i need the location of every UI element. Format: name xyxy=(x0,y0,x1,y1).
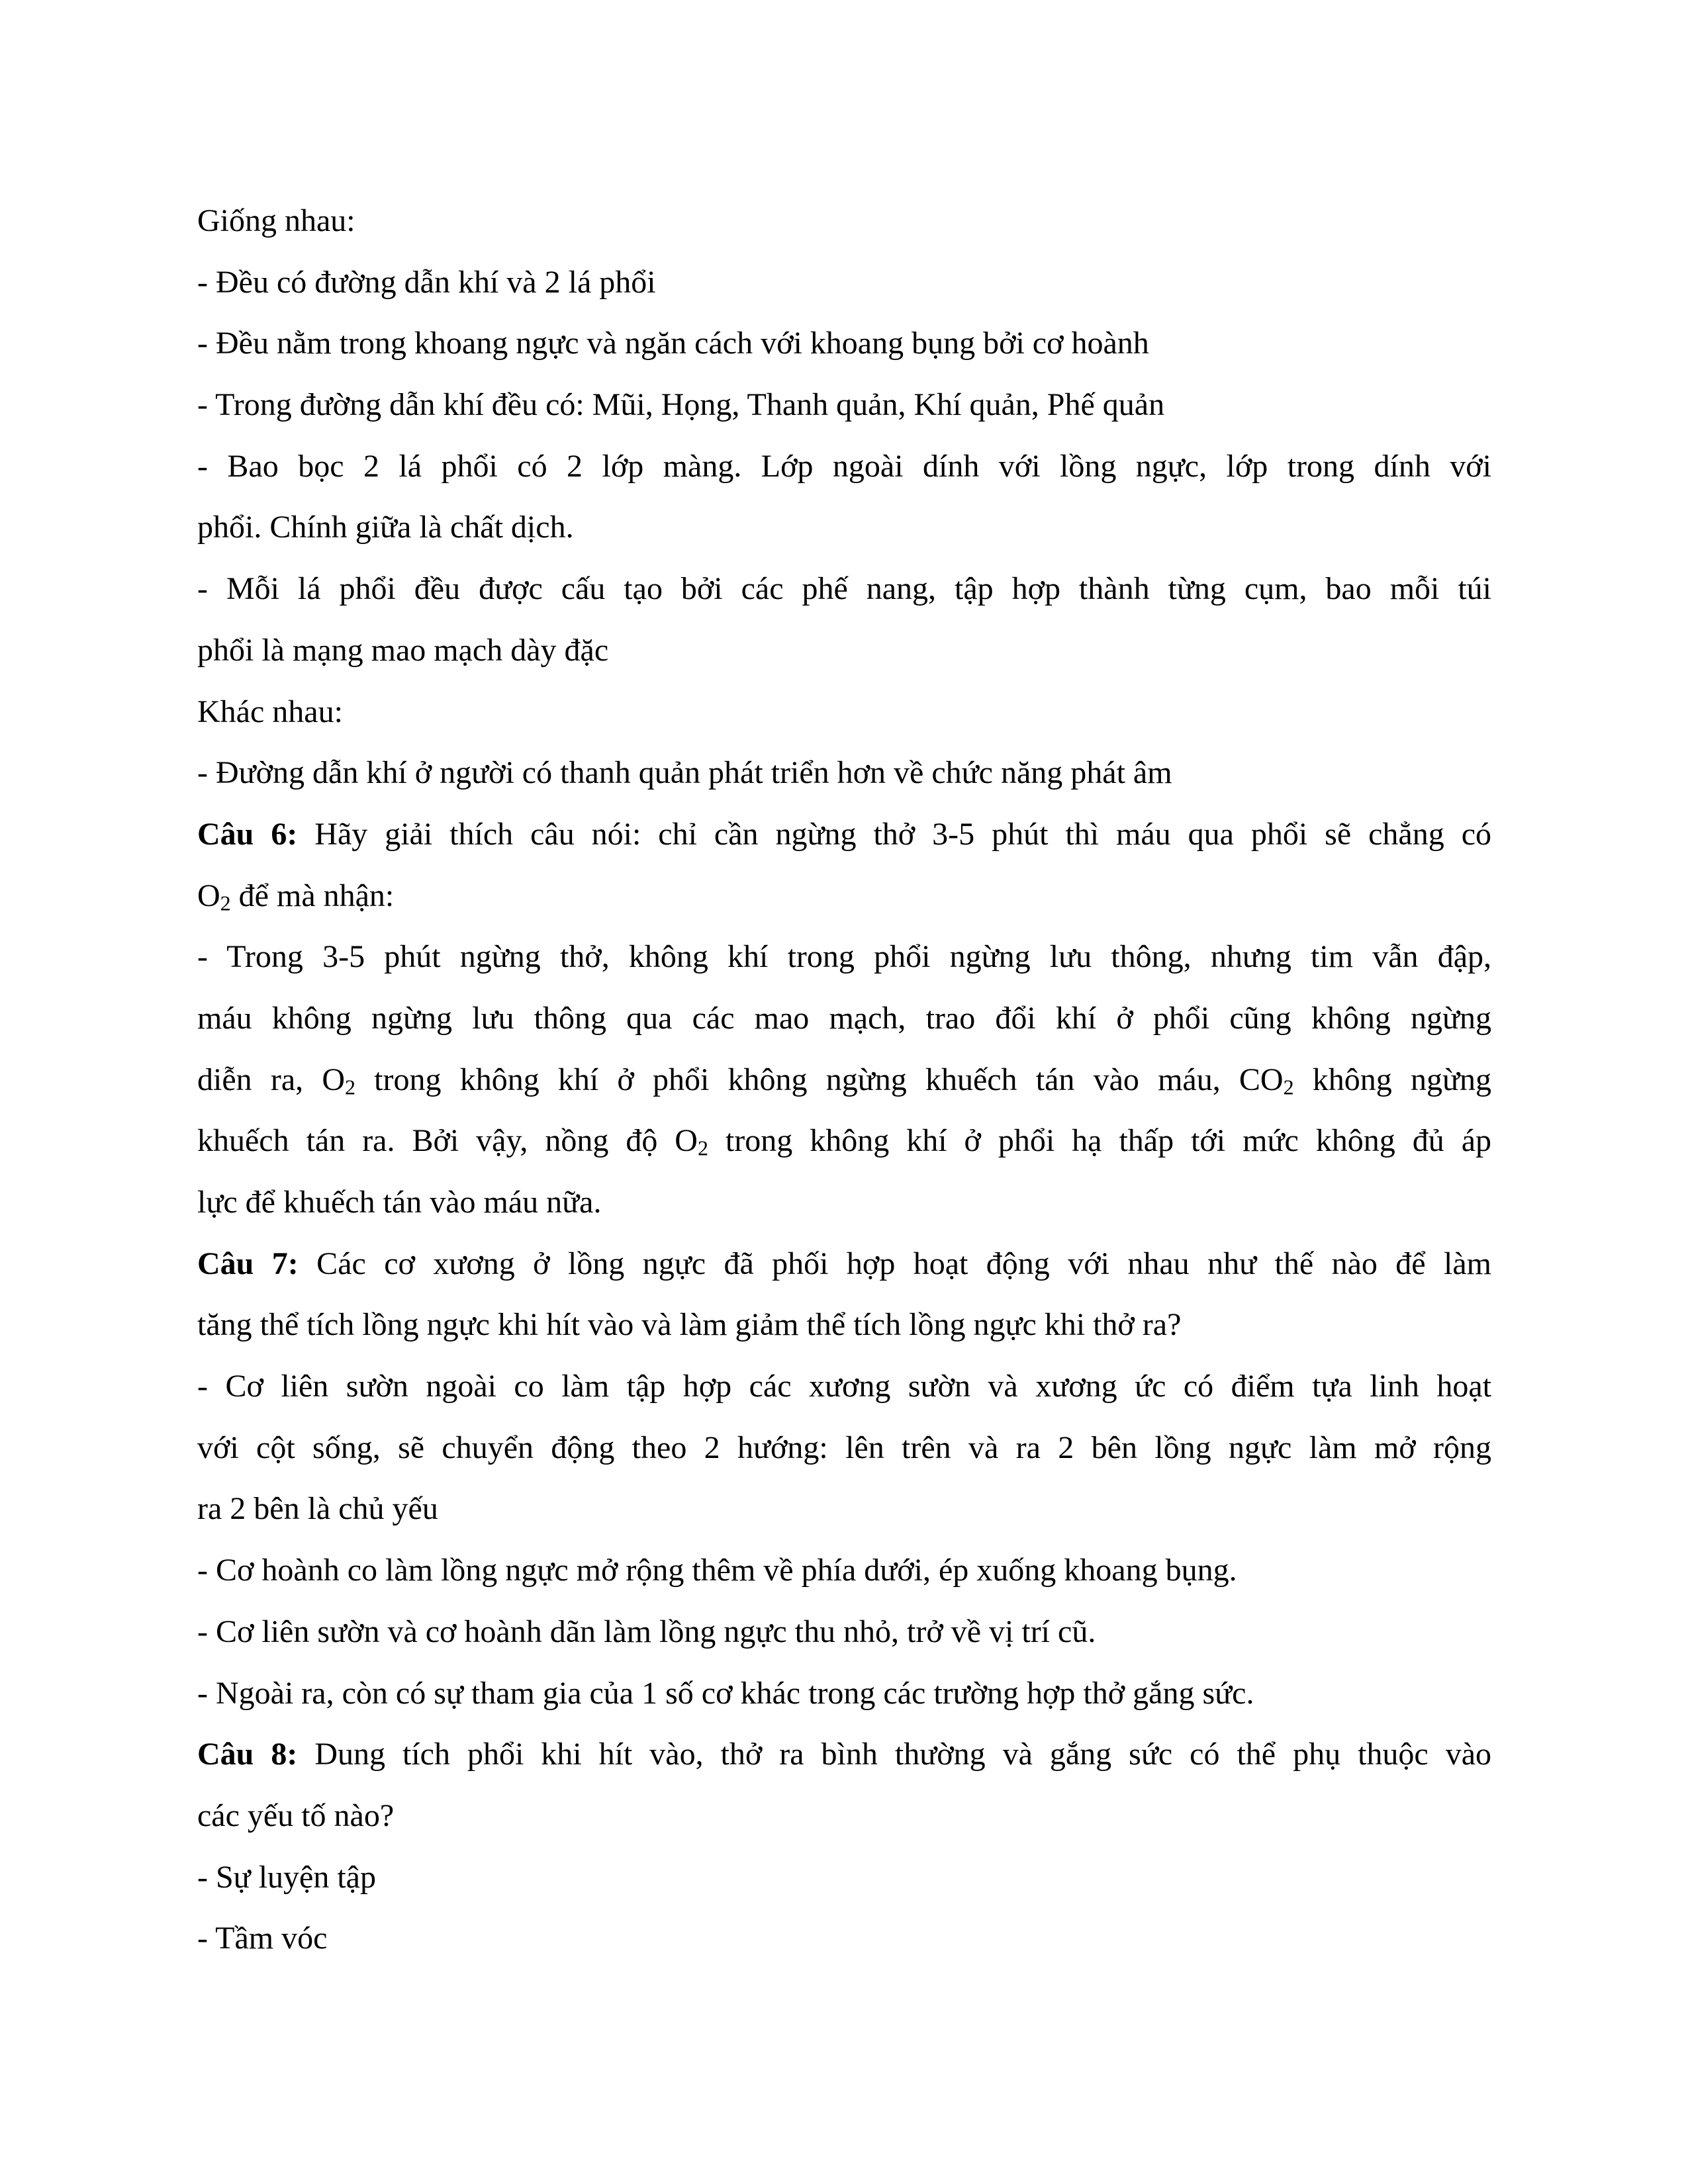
answer-6-line-3-part-3: không ngừng xyxy=(1293,1062,1491,1097)
answer-7-item-3: - Cơ liên sườn và cơ hoành dãn làm lồng ngực thu nhỏ, trở về vị trí cũ. xyxy=(197,1614,1096,1649)
answer-6-line-4-part-2: trong không khí ở phổi hạ thấp tới mức không đủ áp xyxy=(708,1123,1491,1159)
similarity-item-2: - Đều nằm trong khoang ngực và ngăn cách với khoang bụng bởi cơ hoành xyxy=(197,326,1149,361)
similarity-item-5-line-2: phổi là mạng mao mạch dày đặc xyxy=(197,632,609,668)
question-7-line-2: tăng thể tích lồng ngực khi hít vào và làm giảm thể tích lồng ngực khi thở ra? xyxy=(197,1307,1182,1343)
answer-6-line-3-part-1: diễn ra, O xyxy=(197,1062,345,1097)
answer-6-line-1: - Trong 3-5 phút ngừng thở, không khí trong phổi ngừng lưu thông, nhưng tim vẫn đập, xyxy=(197,939,1491,975)
difference-item-1: - Đường dẫn khí ở người có thanh quản phát triển hơn về chức năng phát âm xyxy=(197,755,1172,791)
similarity-item-5-line-1: - Mỗi lá phổi đều được cấu tạo bởi các phế nang, tập hợp thành từng cụm, bao mỗi túi xyxy=(197,571,1491,607)
similarity-item-3: - Trong đường dẫn khí đều có: Mũi, Họng, Thanh quản, Khí quản, Phế quản xyxy=(197,387,1165,423)
question-6-label: Câu 6: xyxy=(197,816,298,852)
answer-6-line-4-part-1: khuếch tán ra. Bởi vậy, nồng độ O xyxy=(197,1123,698,1159)
question-7-line-1 xyxy=(197,1234,1491,1295)
answer-6-line-3 xyxy=(197,1050,1491,1111)
similarity-item-1: - Đều có đường dẫn khí và 2 lá phổi xyxy=(197,264,656,300)
question-6-subscript: 2 xyxy=(220,890,231,915)
answer-7-item-2: - Cơ hoành co làm lồng ngực mở rộng thêm về phía dưới, ép xuống khoang bụng. xyxy=(197,1553,1237,1588)
similarity-item-4-line-1: - Bao bọc 2 lá phổi có 2 lớp màng. Lớp ngoài dính với lồng ngực, lớp trong dính với xyxy=(197,448,1491,484)
answer-6-line-2: máu không ngừng lưu thông qua các mao mạch, trao đổi khí ở phổi cũng không ngừng xyxy=(197,1000,1491,1036)
similarity-item-4-line-2: phổi. Chính giữa là chất dịch. xyxy=(197,510,574,545)
khac-nhau-heading: Khác nhau: xyxy=(197,694,343,729)
answer-6-line-4-sub: 2 xyxy=(697,1136,708,1160)
question-8-label: Câu 8: xyxy=(197,1737,298,1772)
answer-7-item-1-line-1: - Cơ liên sườn ngoài co làm tập hợp các xương sườn và xương ức có điểm tựa linh hoạt xyxy=(197,1369,1491,1404)
answer-6-line-5: lực để khuếch tán vào máu nữa. xyxy=(197,1185,602,1220)
question-6-line-2 xyxy=(197,866,1491,927)
answer-6-line-3-sub-2: 2 xyxy=(1283,1075,1294,1099)
answer-8-item-1: - Sự luyện tập xyxy=(197,1859,376,1895)
question-8-line-1 xyxy=(197,1724,1491,1786)
answer-8-item-2: - Tầm vóc xyxy=(197,1921,328,1956)
answer-7-item-1-line-3: ra 2 bên là chủ yếu xyxy=(197,1491,438,1527)
answer-7-item-1-line-2: với cột sống, sẽ chuyển động theo 2 hướng: lên trên và ra 2 bên lồng ngực làm mở rộng xyxy=(197,1430,1491,1465)
question-7-text: Các cơ xương ở lồng ngực đã phối hợp hoạt động với nhau như thế nào để làm xyxy=(298,1246,1491,1281)
answer-6-line-4 xyxy=(197,1111,1491,1172)
question-8-text: Dung tích phổi khi hít vào, thở ra bình thường và gắng sức có thể phụ thuộc vào xyxy=(297,1737,1492,1772)
question-7-label: Câu 7: xyxy=(197,1246,299,1281)
giong-nhau-heading: Giống nhau: xyxy=(197,203,355,238)
answer-6-line-3-part-2: trong không khí ở phổi không ngừng khuếch tán vào máu, CO xyxy=(355,1062,1284,1097)
question-6-line-1 xyxy=(197,804,1491,866)
question-6-text: Hãy giải thích câu nói: chỉ cần ngừng thở 3-5 phút thì máu qua phổi sẽ chẳng có xyxy=(297,816,1492,852)
question-6-o: O xyxy=(197,878,220,913)
answer-6-line-3-sub-1: 2 xyxy=(344,1075,355,1099)
document-page xyxy=(197,191,1491,1970)
answer-7-item-4: - Ngoài ra, còn có sự tham gia của 1 số cơ khác trong các trường hợp thở gắng sức. xyxy=(197,1675,1254,1711)
question-8-line-2: các yếu tố nào? xyxy=(197,1797,395,1833)
question-6-text-end: để mà nhận: xyxy=(230,878,395,913)
